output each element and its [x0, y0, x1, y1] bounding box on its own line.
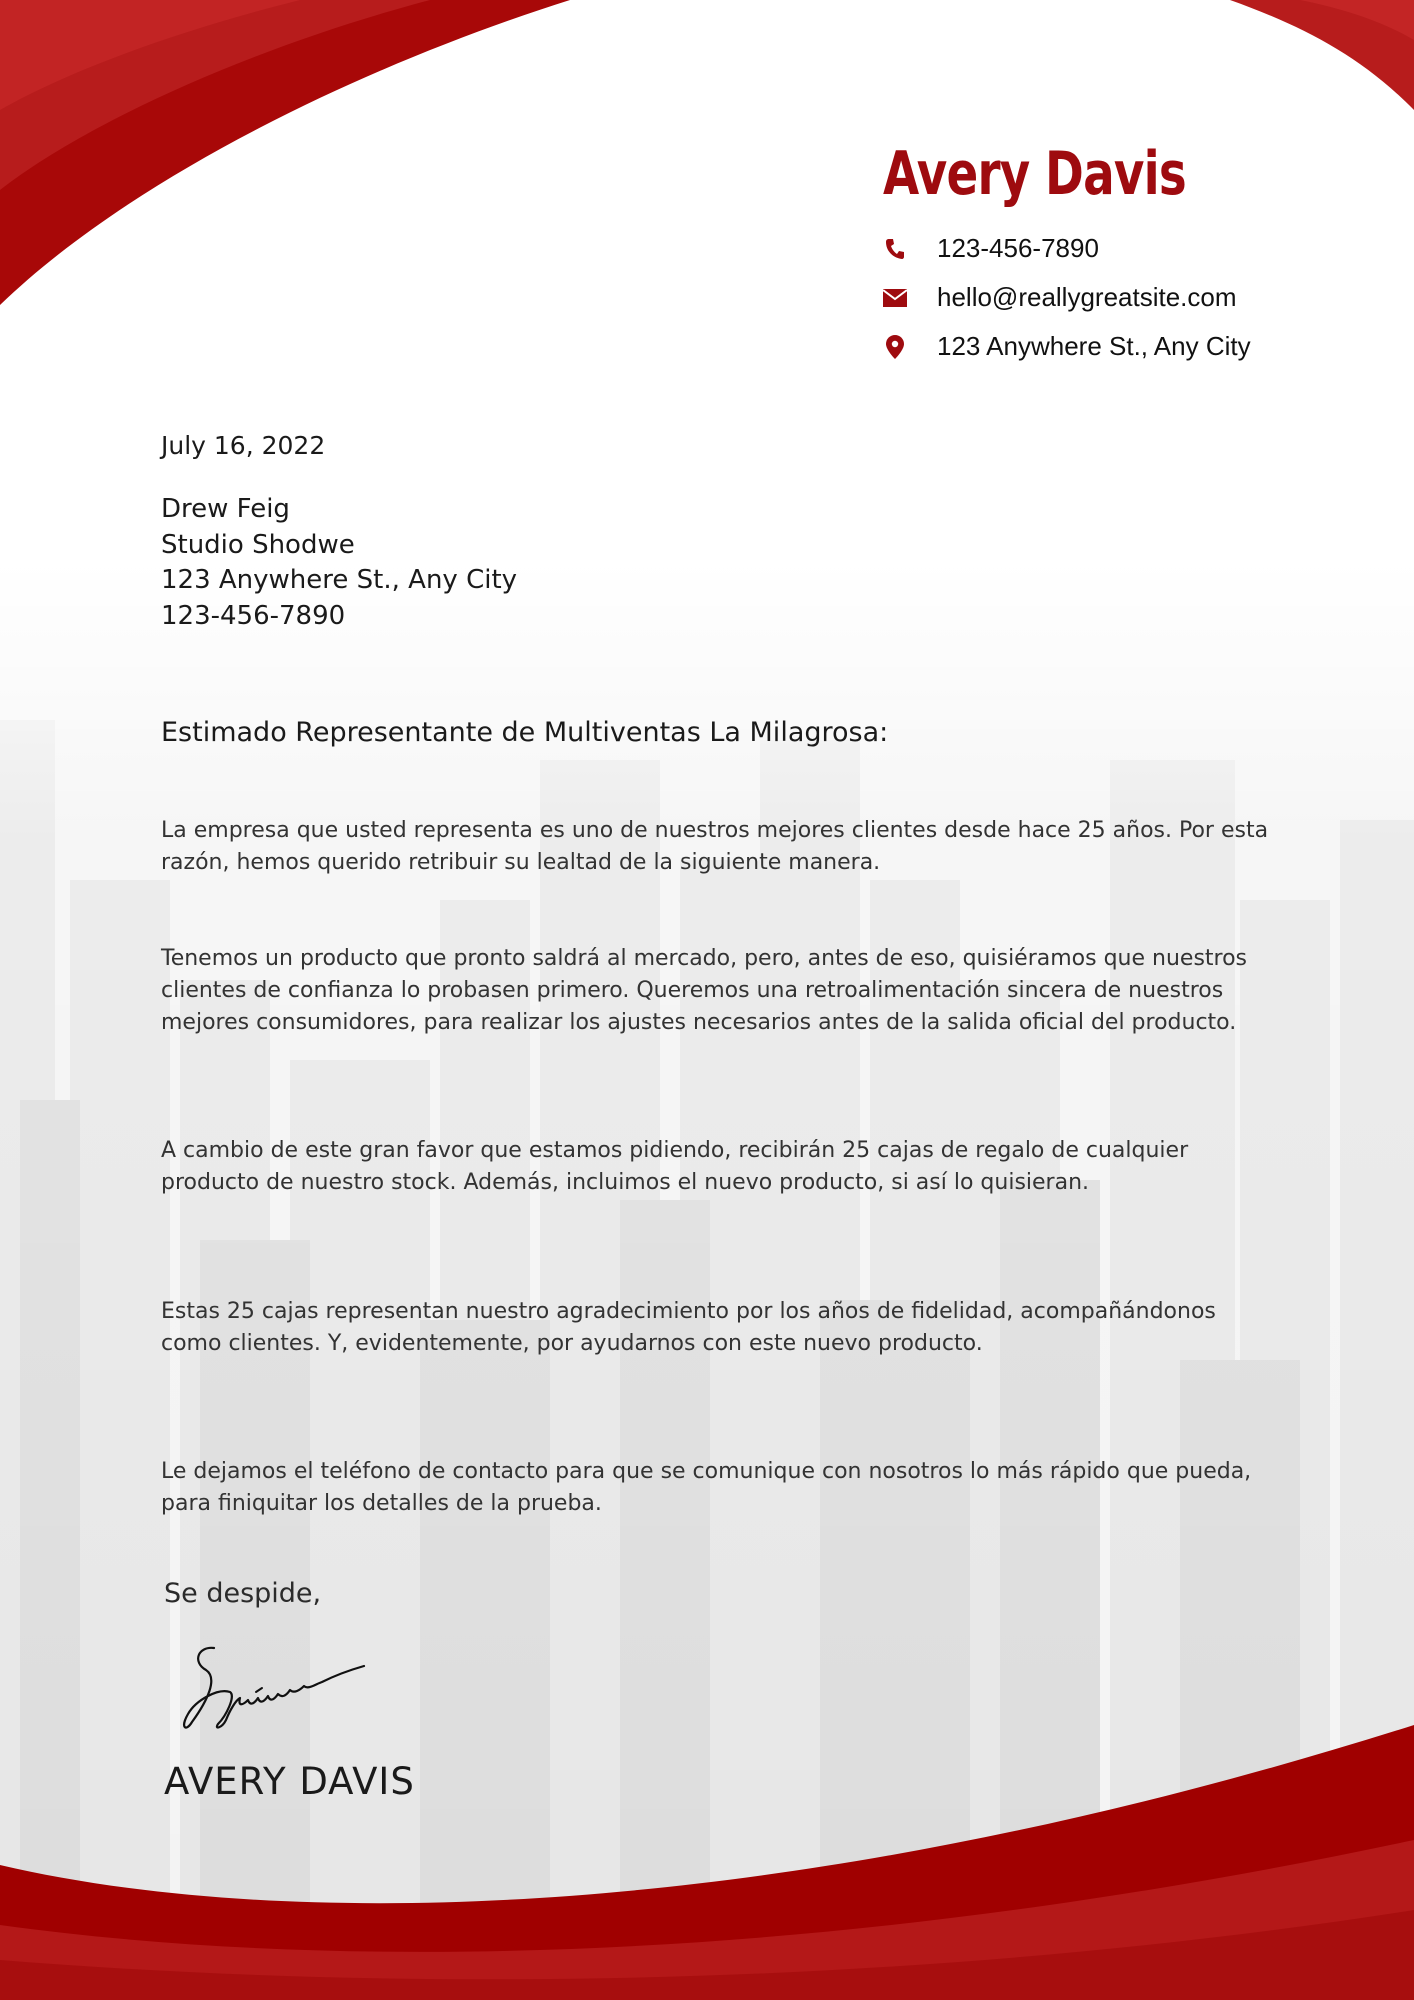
body-paragraph-4: Estas 25 cajas representan nuestro agradecimiento por los años de fidelidad, acompañándonos como clientes. Y, evidentemente, por ayudarnos con este nuevo producto.: [161, 1299, 1216, 1356]
mail-icon: [883, 286, 907, 310]
recipient-company: Studio Shodwe: [161, 529, 355, 560]
recipient-phone: 123-456-7890: [161, 600, 346, 631]
contact-address-row: [883, 322, 1403, 371]
body-paragraph-3: A cambio de este gran favor que estamos pidiendo, recibirán 25 cajas de regalo de cualquier producto de nuestro stock. Además, incluimos el nuevo producto, si así lo quisieran.: [161, 1138, 1189, 1195]
signer-name: AVERY DAVIS: [164, 1760, 415, 1803]
letter-date: July 16, 2022: [161, 431, 326, 460]
closing: Se despide,: [164, 1578, 322, 1609]
body-paragraph-1: La empresa que usted representa es uno de nuestros mejores clientes desde hace 25 años. Por esta razón, hemos querido retribuir su lealtad de la siguiente manera.: [161, 818, 1269, 875]
sender-name: Avery Davis: [883, 139, 1186, 209]
sender-phone: 123-456-7890: [937, 233, 1099, 263]
recipient-block: [161, 492, 517, 634]
handwritten-signature: [178, 1640, 378, 1735]
body-paragraph-2: Tenemos un producto que pronto saldrá al mercado, pero, antes de eso, quisiéramos que nuestros clientes de confianza lo probasen primero. Queremos una retroalimentación sincera de nuestros mejores consumidores, para realizar los ajustes necesarios antes de la salida oficial del producto.: [161, 946, 1248, 1035]
sender-header: [883, 138, 1403, 371]
recipient-name: Drew Feig: [161, 494, 290, 524]
sender-address: 123 Anywhere St., Any City: [937, 331, 1251, 361]
phone-icon: [883, 237, 907, 261]
contact-phone-row: [883, 224, 1403, 273]
recipient-address: 123 Anywhere St., Any City: [161, 565, 518, 595]
location-pin-icon: [883, 335, 907, 359]
contact-email-row: [883, 273, 1403, 322]
salutation: Estimado Representante de Multiventas La Milagrosa:: [161, 717, 889, 748]
body-paragraph-5: Le dejamos el teléfono de contacto para que se comunique con nosotros lo más rápido que pueda, para finiquitar los detalles de la prueba.: [161, 1459, 1252, 1516]
sender-email: hello@reallygreatsite.com: [937, 282, 1237, 312]
